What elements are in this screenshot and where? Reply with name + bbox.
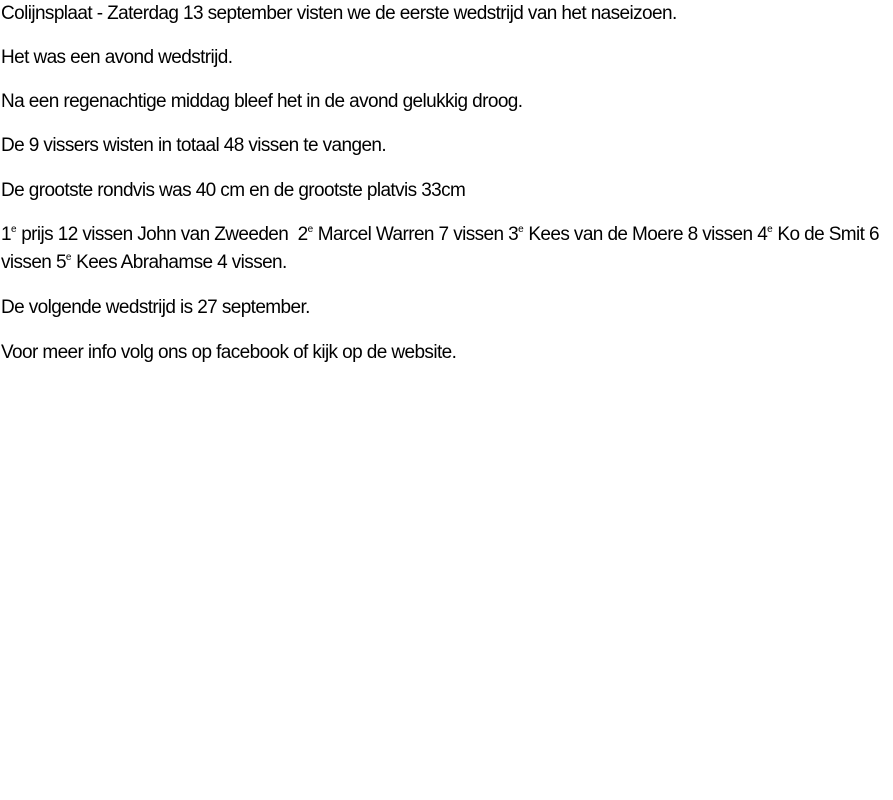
prize4-text: Ko de Smit 6 vissen	[1, 224, 879, 273]
prize1-ordinal: e	[10, 223, 17, 235]
prize2-number: 2	[297, 224, 308, 245]
paragraph-prize-results	[1, 221, 889, 277]
prize5-ordinal: e	[65, 251, 72, 263]
paragraph-catch-total: De 9 vissers wisten in totaal 48 vissen te vangen.	[1, 135, 387, 156]
paragraph-biggest-fish: De grootste rondvis was 40 cm en de grootste platvis 33cm	[1, 180, 466, 201]
prize5-text: Kees Abrahamse 4 vissen.	[71, 252, 287, 273]
prize4-number: 4	[757, 224, 768, 245]
prize2-ordinal: e	[307, 223, 314, 235]
prize5-number: 5	[55, 252, 66, 273]
paragraph-evening-match: Het was een avond wedstrijd.	[1, 47, 233, 68]
prize2-text: Marcel Warren 7 vissen	[313, 224, 509, 245]
prize3-ordinal: e	[518, 223, 524, 235]
prize1-number: 1	[1, 224, 11, 245]
paragraph-intro: Colijnsplaat - Zaterdag 13 september visten we de eerste wedstrijd van het naseizoen.	[1, 3, 677, 24]
prize3-number: 3	[508, 224, 519, 245]
prize3-text: Kees van de Moere 8 vissen	[523, 224, 758, 245]
paragraph-next-match: De volgende wedstrijd is 27 september.	[1, 297, 310, 318]
paragraph-more-info: Voor meer info volg ons op facebook of kijk op de website.	[1, 342, 457, 363]
prize4-ordinal: e	[767, 223, 773, 235]
prize1-text: prijs 12 vissen John van Zweeden	[16, 224, 298, 245]
paragraph-weather: Na een regenachtige middag bleef het in de avond gelukkig droog.	[1, 91, 523, 112]
